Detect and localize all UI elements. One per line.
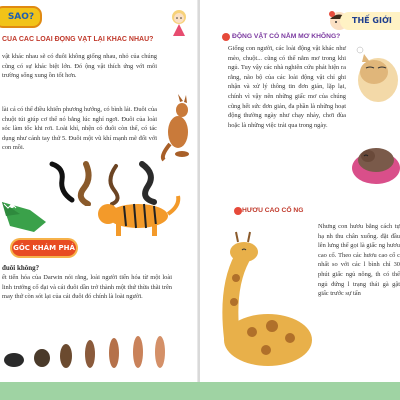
bottom-color-band [0,382,400,400]
bullet-dot-icon [222,33,230,41]
paragraph-giraffe: Nhưng con hươu bằng cách tự hạ nh thu chân xuống. đặt đầu lên lưng thể gọi là giấc ng hươu cao cổ. Theo các hươu cao cổ c nhất so với các l bình chỉ 30 phút giấc ngủ nông, th có thể ngủ đứng l trạng thái gà gật giấc trước sự tấn [318,223,400,298]
paragraph-2: lài cá có thể điều khiển phương hướng, có bình lái. Đuôi của chuột túi giúp cơ thể nó bằng lúc nghỉ ngơi. Đuôi của loài sóc làm tốc khi rơi. Loài khỉ, nhện có đuôi còn thể, có tác dụng như cánh tay thứ 5. Đuôi một vũ khí mạnh mẽ đối với con mồi. [2,106,157,152]
question-title: đuôi không? [2,264,40,272]
crocodile-illustration [0,192,48,238]
bullet-dot-icon [234,207,242,215]
paragraph-dreams: Giống con người, các loài động vật khác như mèo, chuột... cũng có thể nằm mơ trong khi ngủ. Tuy vậy các nhà nghiên cứu phát hiện ra rằng, não bộ của các loài động vật chỉ ghi nhận và xử lý thông tin đơn giản, lặp lại, chính vì vậy nên những giấc mơ của chúng cũng hết sức đơn giản, đa phần là những hoạt động thường ngày như chạy nhảy, chơi đùa hoặc là những việc trải qua trong ngày. [228,45,346,129]
kangaroo-illustration [158,92,196,162]
page-title-bar: THẾ GIỚI [340,12,400,30]
discovery-corner-label: GÓC KHÁM PHÁ [12,240,76,256]
section-heading-1: ĐỘNG VẬT CÓ NẰM MƠ KHÔNG? [232,33,341,40]
giraffe-illustration [212,228,320,368]
human-evolution-illustration [0,332,198,374]
section-heading: CỦA CÁC LOÀI ĐỘNG VẬT LẠI KHÁC NHAU? [2,36,154,43]
sleeping-dog-illustration [348,130,400,188]
paragraph-1: vật khác nhau sẽ có đuôi không giống nhau, nhỏ của chúng cũng có sự khác biệt lớn. Đó ộng vật thích ứng với môi trường sống xung ồn tốt hơn. [2,53,157,80]
right-page [200,0,400,382]
girl-mascot-icon [166,8,192,38]
left-page [0,0,198,382]
sleeping-cat-illustration [352,40,400,108]
paragraph-3: ết tiến hóa của Darwin nói rằng, loài người tiến hóa từ một loài linh trưởng cổ đại và cái đuôi dần trở thành một thứ thừa thãi trên may thứ còn sót lại của cái đuôi đó chính là loài người. [2,274,172,301]
corner-badge: SAO? [0,6,42,28]
tiger-illustration [94,192,182,238]
section-heading-2: HƯƠU CAO CỔ NG [242,207,304,214]
